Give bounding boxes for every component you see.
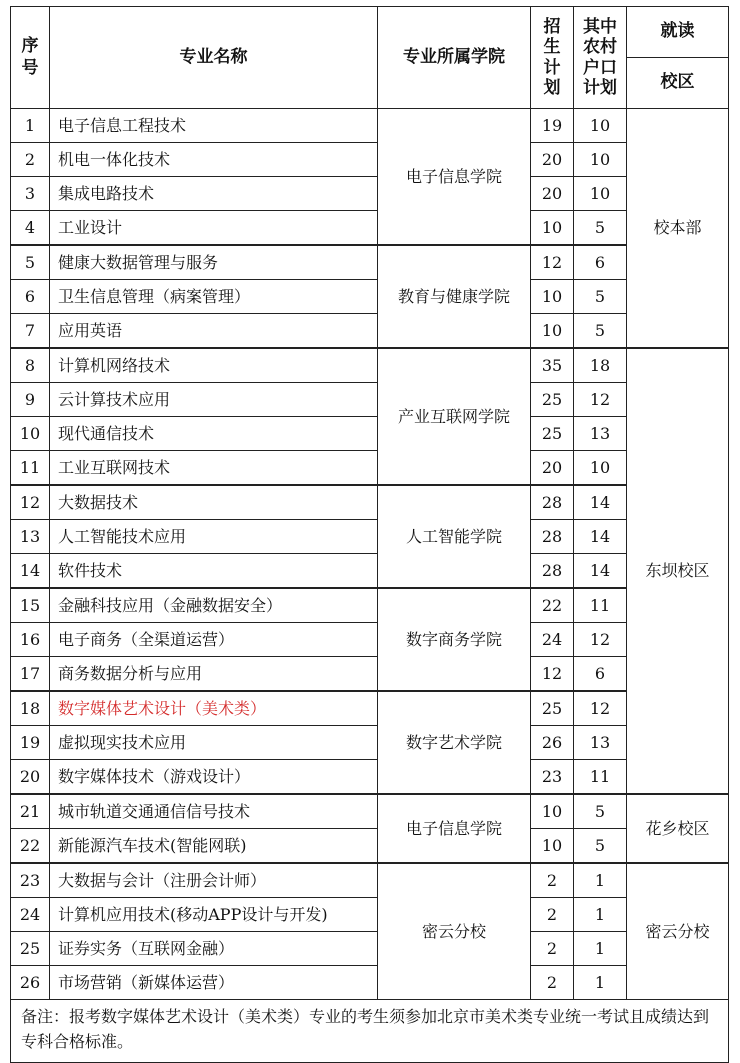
row-number: 10: [11, 417, 50, 451]
plan-count: 19: [531, 109, 574, 143]
plan-count: 24: [531, 623, 574, 657]
row-number: 12: [11, 485, 50, 520]
table-row: [11, 383, 729, 417]
table-row: [11, 588, 729, 623]
major-name: 大数据与会计（注册会计师）: [50, 863, 378, 898]
plan-count: 10: [531, 314, 574, 349]
rural-count: 1: [574, 932, 627, 966]
table-row: [11, 966, 729, 1000]
plan-count: 10: [531, 829, 574, 864]
rural-count: 10: [574, 451, 627, 486]
table-row: [11, 211, 729, 246]
row-number: 24: [11, 898, 50, 932]
table-row: [11, 657, 729, 692]
table-row: [11, 760, 729, 795]
table-row: [11, 554, 729, 589]
row-number: 26: [11, 966, 50, 1000]
plan-count: 25: [531, 417, 574, 451]
rural-count: 13: [574, 726, 627, 760]
plan-count: 35: [531, 348, 574, 383]
row-number: 4: [11, 211, 50, 246]
major-name: 现代通信技术: [50, 417, 378, 451]
major-name: 虚拟现实技术应用: [50, 726, 378, 760]
rural-count: 10: [574, 109, 627, 143]
note-row: [11, 1000, 729, 1063]
plan-count: 26: [531, 726, 574, 760]
rural-count: 1: [574, 863, 627, 898]
rural-count: 14: [574, 554, 627, 589]
table-row: [11, 143, 729, 177]
plan-count: 28: [531, 520, 574, 554]
major-name: 金融科技应用（金融数据安全）: [50, 588, 378, 623]
major-name: 电子商务（全渠道运营）: [50, 623, 378, 657]
campus-cell: 花乡校区: [627, 794, 729, 863]
major-name: 健康大数据管理与服务: [50, 245, 378, 280]
row-number: 21: [11, 794, 50, 829]
header-major-name: 专业名称: [50, 7, 378, 109]
plan-count: 12: [531, 245, 574, 280]
rural-count: 10: [574, 143, 627, 177]
plan-count: 28: [531, 554, 574, 589]
plan-count: 23: [531, 760, 574, 795]
row-number: 1: [11, 109, 50, 143]
header-campus-bottom: 校区: [627, 58, 729, 109]
major-name: 证券实务（互联网金融）: [50, 932, 378, 966]
table-row: [11, 863, 729, 898]
plan-count: 10: [531, 211, 574, 246]
major-name: 新能源汽车技术(智能网联): [50, 829, 378, 864]
enrollment-plan-sheet: [10, 6, 729, 1063]
row-number: 23: [11, 863, 50, 898]
rural-count: 6: [574, 245, 627, 280]
plan-count: 12: [531, 657, 574, 692]
table-row: [11, 794, 729, 829]
row-number: 14: [11, 554, 50, 589]
major-name: 计算机应用技术(移动APP设计与开发): [50, 898, 378, 932]
college-cell: 电子信息学院: [378, 109, 531, 246]
row-number: 6: [11, 280, 50, 314]
header-campus-top: 就读: [627, 7, 729, 58]
major-name-highlighted: 数字媒体艺术设计（美术类）: [50, 691, 378, 726]
major-name: 计算机网络技术: [50, 348, 378, 383]
plan-count: 28: [531, 485, 574, 520]
campus-cell: 东坝校区: [627, 348, 729, 794]
college-cell: 数字艺术学院: [378, 691, 531, 794]
rural-count: 6: [574, 657, 627, 692]
major-name: 数字媒体技术（游戏设计）: [50, 760, 378, 795]
table-row: [11, 829, 729, 864]
rural-count: 13: [574, 417, 627, 451]
table-row: [11, 932, 729, 966]
major-name: 卫生信息管理（病案管理）: [50, 280, 378, 314]
rural-count: 1: [574, 966, 627, 1000]
rural-count: 5: [574, 829, 627, 864]
college-cell: 数字商务学院: [378, 588, 531, 691]
plan-count: 2: [531, 863, 574, 898]
header-rural-plan: 其中 农村 户口 计划: [574, 7, 627, 109]
row-number: 19: [11, 726, 50, 760]
plan-count: 25: [531, 691, 574, 726]
rural-count: 11: [574, 588, 627, 623]
plan-count: 25: [531, 383, 574, 417]
major-name: 大数据技术: [50, 485, 378, 520]
row-number: 17: [11, 657, 50, 692]
rural-count: 14: [574, 520, 627, 554]
table-row: [11, 451, 729, 486]
rural-count: 5: [574, 211, 627, 246]
rural-count: 12: [574, 691, 627, 726]
campus-cell: 密云分校: [627, 863, 729, 1000]
row-number: 15: [11, 588, 50, 623]
table-row: [11, 245, 729, 280]
major-name: 集成电路技术: [50, 177, 378, 211]
major-name: 应用英语: [50, 314, 378, 349]
row-number: 16: [11, 623, 50, 657]
rural-count: 11: [574, 760, 627, 795]
table-row: [11, 417, 729, 451]
table-row: [11, 348, 729, 383]
plan-count: 20: [531, 451, 574, 486]
table-row: [11, 520, 729, 554]
plan-count: 22: [531, 588, 574, 623]
major-name: 机电一体化技术: [50, 143, 378, 177]
table-row: [11, 726, 729, 760]
major-name: 工业设计: [50, 211, 378, 246]
rural-count: 5: [574, 280, 627, 314]
header-enrollment-plan: 招 生 计 划: [531, 7, 574, 109]
table-row: [11, 623, 729, 657]
rural-count: 18: [574, 348, 627, 383]
footnote: 备注：报考数字媒体艺术设计（美术类）专业的考生须参加北京市美术类专业统一考试且成绩达到专科合格标准。: [11, 1000, 729, 1063]
row-number: 13: [11, 520, 50, 554]
college-cell: 产业互联网学院: [378, 348, 531, 485]
row-number: 20: [11, 760, 50, 795]
major-name: 工业互联网技术: [50, 451, 378, 486]
header-college: 专业所属学院: [378, 7, 531, 109]
major-name: 人工智能技术应用: [50, 520, 378, 554]
header-row: [11, 7, 729, 58]
row-number: 25: [11, 932, 50, 966]
row-number: 9: [11, 383, 50, 417]
row-number: 22: [11, 829, 50, 864]
row-number: 5: [11, 245, 50, 280]
rural-count: 10: [574, 177, 627, 211]
major-name: 商务数据分析与应用: [50, 657, 378, 692]
rural-count: 12: [574, 383, 627, 417]
plan-count: 2: [531, 966, 574, 1000]
plan-count: 2: [531, 898, 574, 932]
plan-count: 10: [531, 794, 574, 829]
table-row: [11, 485, 729, 520]
table-row: [11, 280, 729, 314]
major-name: 软件技术: [50, 554, 378, 589]
row-number: 18: [11, 691, 50, 726]
college-cell: 人工智能学院: [378, 485, 531, 588]
plan-count: 20: [531, 143, 574, 177]
table-row: [11, 314, 729, 349]
college-cell: 电子信息学院: [378, 794, 531, 863]
enrollment-plan-table: [10, 6, 729, 1063]
header-index: 序 号: [11, 7, 50, 109]
college-cell: 教育与健康学院: [378, 245, 531, 348]
rural-count: 5: [574, 314, 627, 349]
plan-count: 2: [531, 932, 574, 966]
table-row: [11, 109, 729, 143]
row-number: 7: [11, 314, 50, 349]
row-number: 8: [11, 348, 50, 383]
rural-count: 12: [574, 623, 627, 657]
college-cell: 密云分校: [378, 863, 531, 1000]
row-number: 11: [11, 451, 50, 486]
major-name: 云计算技术应用: [50, 383, 378, 417]
rural-count: 5: [574, 794, 627, 829]
plan-count: 10: [531, 280, 574, 314]
table-row: [11, 691, 729, 726]
major-name: 市场营销（新媒体运营）: [50, 966, 378, 1000]
rural-count: 1: [574, 898, 627, 932]
major-name: 城市轨道交通通信信号技术: [50, 794, 378, 829]
row-number: 3: [11, 177, 50, 211]
table-row: [11, 177, 729, 211]
row-number: 2: [11, 143, 50, 177]
plan-count: 20: [531, 177, 574, 211]
table-row: [11, 898, 729, 932]
major-name: 电子信息工程技术: [50, 109, 378, 143]
campus-cell: 校本部: [627, 109, 729, 349]
rural-count: 14: [574, 485, 627, 520]
